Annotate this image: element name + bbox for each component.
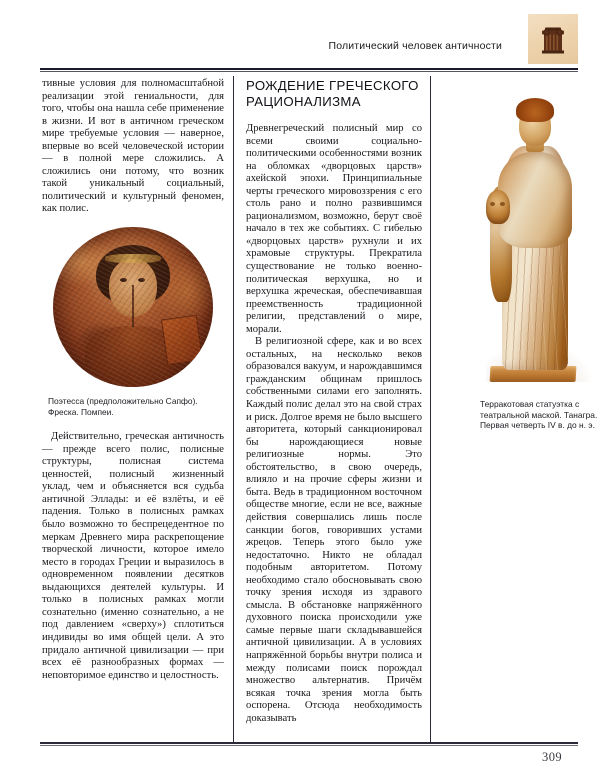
running-head-title: Политический человек античности	[328, 40, 502, 52]
ionic-column-icon	[540, 23, 566, 55]
figure-caption: Терракотовая статуэтка с театральной маской. Танагра. Первая четверть IV в. до н. э.	[480, 399, 598, 431]
figure-terracotta-statuette	[480, 94, 600, 431]
figure-fresco-poetess	[42, 227, 224, 417]
fresco-tondo-image	[53, 227, 213, 387]
right-figure-column	[440, 78, 598, 431]
paragraph: Древнегреческий полисный мир со всеми своими социально-политическими особенностями возник на обломках «дворцовых царств» ахейской эпохи. Принципиальные черты греческого мировоззрения с его столь рано и полно развившимся рационализмом, возможно, берут своё начало в тех же событиях. С гибелью «дворцовых царств» рухнули и их храмовые структуры. Прекратила существование не только военно-политическая верхушка, но и верхушка жреческая, обеспечивавшая преемственность традиционной религии, представлений о мире, морали.	[246, 123, 422, 335]
column-divider-left	[233, 76, 234, 744]
column-divider-right	[430, 76, 431, 744]
left-text-column	[42, 78, 224, 682]
middle-text-column	[246, 78, 422, 725]
footer-divider-rule	[40, 742, 578, 744]
figure-caption: Поэтесса (предположительно Сапфо). Фреска. Помпеи.	[48, 396, 198, 417]
chapter-emblem	[528, 14, 578, 64]
theatrical-mask-icon	[486, 190, 510, 224]
header-divider-rule	[40, 68, 578, 70]
paragraph: Действительно, греческая античность — прежде всего полис, полисные структуры, полисная система ценностей, полисный жизненный уклад, чем и объясняется вся судьба античной Эллады: и её взлёты, и её падения. Только в полисных рамках было возможно то беспрецедентное по меркам Древнего мира раскрепощение творческой личности, которое имело место в городах Греции и выразилось в одновременном появлении десятков выдающихся деятелей культуры. И только в полисных рамках могли сознательно (именно сознательно, а не под давлением «сверху») сплотиться индивиды во имя общей цели. А это придало античной цивилизации — при всех её разнообразных формах — неповторимое единство и целостность.	[42, 431, 224, 681]
section-heading: РОЖДЕНИЕ ГРЕЧЕСКОГО РАЦИОНАЛИЗМА	[246, 78, 419, 109]
running-head	[40, 14, 578, 66]
paragraph: В религиозной сфере, как и во всех остальных, на несколько веков образовался вакуум, и нарождавшимся гражданским общинам пришлось собственными силами его заполнять. Каждый полис делал это на свой страх и риск. Долгое время не было высшего авторитета, который санкционировал бы нарождающиеся новые религиозные нормы. Это обстоятельство, в свою очередь, влияло и на прочие сферы жизни и быта. Ведь в традиционном восточном обществе многие, если не все, важные действия совершались лишь после санкции богов, говоривших устами жрецов. Теперь этого было уже недостаточно. Никто не обладал подобным авторитетом. Потому необходимо стало обосновывать свою точку зрения исходя из здравого смысла. В обстановке напряжённого духовного поиска происходили уже самые первые шаги складывавшейся античной цивилизации. А в условиях напряжённой борьбы внутри полиса и между полисами поиск порождал множество альтернатив. Причём всякая точка зрения могла быть оспорена. Отсюда необходимость доказывать	[246, 336, 423, 724]
terracotta-statuette-image	[486, 94, 594, 382]
page-number: 309	[542, 750, 562, 764]
paragraph: тивные условия для полномасштабной реализации этой гениальности, для того, чтобы она нашла себе применение в жизни. И вот в античном греческом мире требуемые условия — наверное, впервые во всей человеческой истории — в полной мере сложились. А сложились они потому, что возник такой уникальный социальный, политический и культурный феномен, как полис.	[42, 78, 224, 215]
